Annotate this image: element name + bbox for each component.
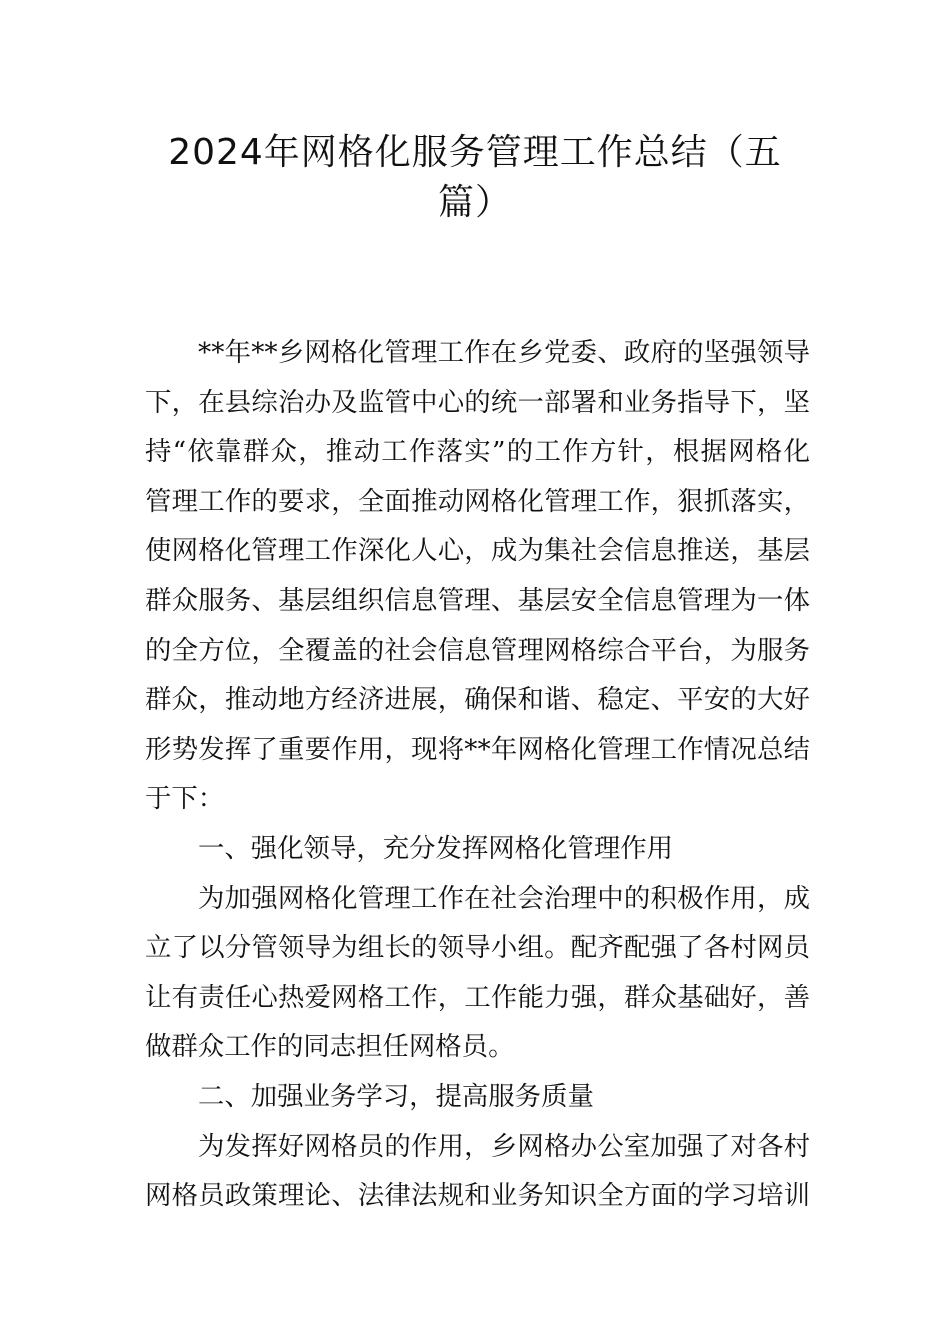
body-line: 使网格化管理工作深化人心，成为集社会信息推送，基层 [145,535,810,567]
title-line: 篇） [437,182,512,223]
body-line: 二、加强业务学习，提高服务质量 [198,1080,594,1112]
title-line: 2024年网格化服务管理工作总结（五 [168,132,782,173]
body-line: 下，在县综治办及监管中心的统一部署和业务指导下，坚 [145,386,810,418]
body-line: 网格员政策理论、法律法规和业务知识全方面的学习培训 [145,1180,810,1212]
body-line: 做群众工作的同志担任网格员。 [145,1031,515,1063]
body-line: 为加强网格化管理工作在社会治理中的积极作用，成 [198,882,810,914]
body-line: 让有责任心热爱网格工作，工作能力强，群众基础好，善 [145,981,810,1013]
document-body [145,328,810,1221]
document-title [110,128,840,228]
body-line: 群众服务、基层组织信息管理、基层安全信息管理为一体 [145,584,810,616]
body-line: 一、强化领导，充分发挥网格化管理作用 [198,832,674,864]
body-line: 管理工作的要求，全面推动网格化管理工作，狠抓落实， [145,485,810,517]
body-line: 于下： [145,783,225,815]
body-line: 为发挥好网格员的作用，乡网格办公室加强了对各村 [198,1130,810,1162]
body-line: 群众，推动地方经济进展，确保和谐、稳定、平安的大好 [145,684,810,716]
body-line: 的全方位，全覆盖的社会信息管理网格综合平台，为服务 [145,634,810,666]
body-line: 形势发挥了重要作用，现将**年网格化管理工作情况总结 [145,733,810,765]
body-line: 立了以分管领导为组长的领导小组。配齐配强了各村网员 [145,932,810,964]
body-line: 持“依靠群众，推动工作落实”的工作方针，根据网格化 [145,436,810,468]
body-line: **年**乡网格化管理工作在乡党委、政府的坚强领导 [198,337,810,368]
